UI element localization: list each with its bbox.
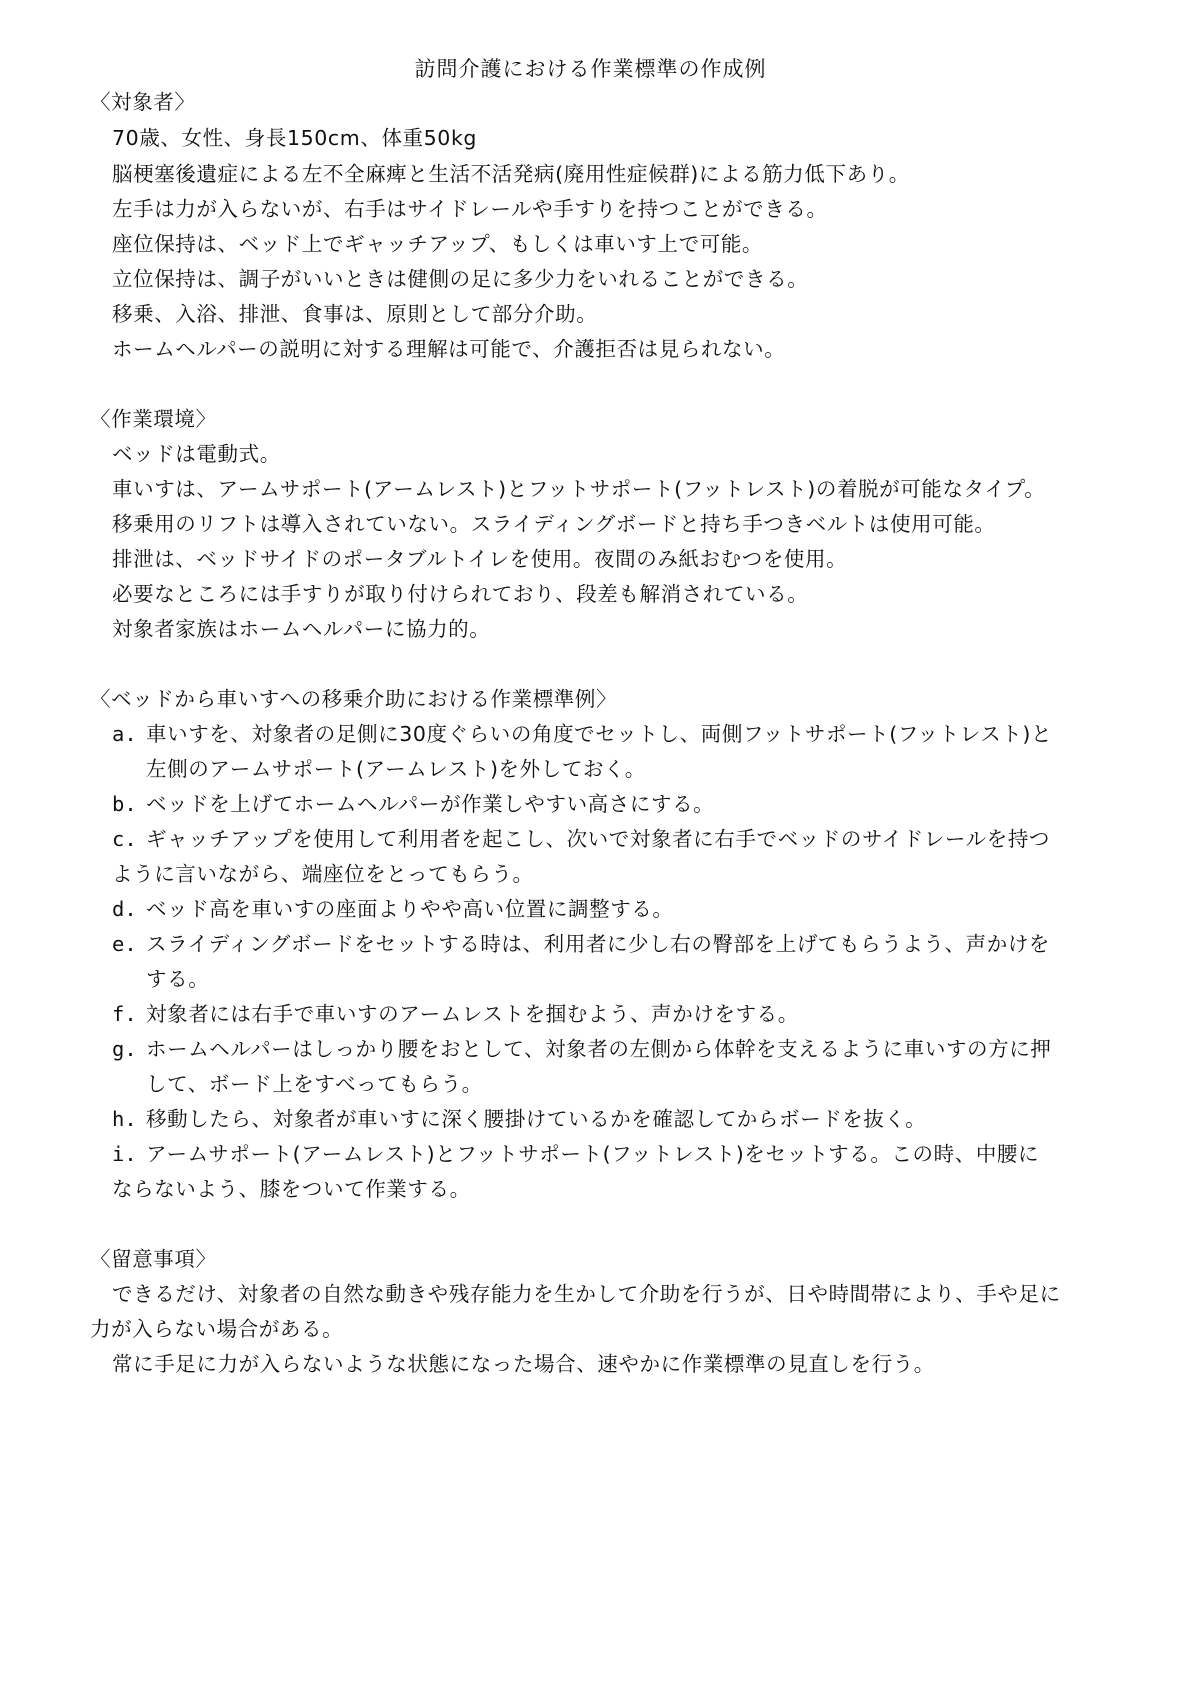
step-text: スライディングボードをセットする時は、利用者に少し右の臀部を上げてもらうよう、声かけを (146, 932, 1051, 956)
step-text: アームサポート(アームレスト)とフットサポート(フットレスト)をセットする。この時、中腰に (146, 1142, 1040, 1166)
step-marker: i. (112, 1142, 137, 1166)
notes-line: 常に手足に力が入らないような状態になった場合、速やかに作業標準の見直しを行う。 (112, 1352, 935, 1376)
step-marker: h. (112, 1107, 137, 1131)
subject-line: 70歳、女性、身長150cm、体重50kg (112, 126, 478, 150)
step-text: ベッド高を車いすの座面よりやや高い位置に調整する。 (146, 897, 674, 921)
notes-line: 力が入らない場合がある。 (90, 1317, 344, 1341)
subject-line: ホームヘルパーの説明に対する理解は可能で、介護拒否は見られない。 (112, 337, 786, 361)
subject-line: 脳梗塞後遺症による左不全麻痺と生活不活発病(廃用性症候群)による筋力低下あり。 (112, 162, 910, 186)
step-text: ベッドを上げてホームヘルパーが作業しやすい高さにする。 (146, 792, 715, 816)
step-text: 移動したら、対象者が車いすに深く腰掛けているかを確認してからボードを抜く。 (146, 1107, 927, 1131)
subject-line: 立位保持は、調子がいいときは健側の足に多少力をいれることができる。 (112, 267, 809, 291)
step-marker: c. (112, 827, 137, 851)
step-text-continued: ように言いながら、端座位をとってもらう。 (112, 862, 534, 886)
environment-line: ベッドは電動式。 (112, 442, 281, 466)
step-marker: f. (112, 1002, 137, 1026)
subject-line: 左手は力が入らないが、右手はサイドレールや手すりを持つことができる。 (112, 197, 828, 221)
notes-heading: 〈留意事項〉 (90, 1247, 217, 1271)
environment-line: 移乗用のリフトは導入されていない。スライディングボードと持ち手つきベルトは使用可能。 (112, 512, 996, 536)
environment-line: 排泄は、ベッドサイドのポータブルトイレを使用。夜間のみ紙おむつを使用。 (112, 547, 848, 571)
step-text: ホームヘルパーはしっかり腰をおとして、対象者の左側から体幹を支えるように車いすの方に押 (146, 1037, 1052, 1061)
step-text: ギャッチアップを使用して利用者を起こし、次いで対象者に右手でベッドのサイドレールを持つ (146, 827, 1051, 851)
document-title: 訪問介護における作業標準の作成例 (414, 57, 767, 81)
step-text: 対象者には右手で車いすのアームレストを掴むよう、声かけをする。 (146, 1002, 799, 1026)
step-text-continued: して、ボード上をすべってもらう。 (146, 1072, 483, 1096)
subject-line: 移乗、入浴、排泄、食事は、原則として部分介助。 (112, 302, 598, 326)
step-text: 車いすを、対象者の足側に30度ぐらいの角度でセットし、両側フットサポート(フットレスト)と (146, 722, 1053, 746)
step-marker: a. (112, 722, 137, 746)
procedure-heading: 〈ベッドから車いすへの移乗介助における作業標準例〉 (90, 687, 618, 711)
step-marker: e. (112, 932, 137, 956)
environment-line: 対象者家族はホームヘルパーに協力的。 (112, 617, 491, 641)
subject-line: 座位保持は、ベッド上でギャッチアップ、もしくは車いす上で可能。 (112, 232, 764, 256)
step-text-continued: する。 (146, 967, 210, 991)
environment-heading: 〈作業環境〉 (90, 407, 217, 431)
subject-heading: 〈対象者〉 (90, 90, 196, 114)
step-text-continued: ならないよう、膝をついて作業する。 (112, 1177, 471, 1201)
step-marker: b. (112, 792, 137, 816)
environment-line: 車いすは、アームサポート(アームレスト)とフットサポート(フットレスト)の着脱が可能なタイプ。 (112, 477, 1046, 501)
environment-line: 必要なところには手すりが取り付けられており、段差も解消されている。 (112, 582, 809, 606)
step-text-continued: 左側のアームサポート(アームレスト)を外しておく。 (146, 757, 646, 781)
step-marker: d. (112, 897, 137, 921)
step-marker: g. (112, 1037, 137, 1061)
notes-line: できるだけ、対象者の自然な動きや残存能力を生かして介助を行うが、日や時間帯により、手や足に (112, 1282, 1061, 1306)
